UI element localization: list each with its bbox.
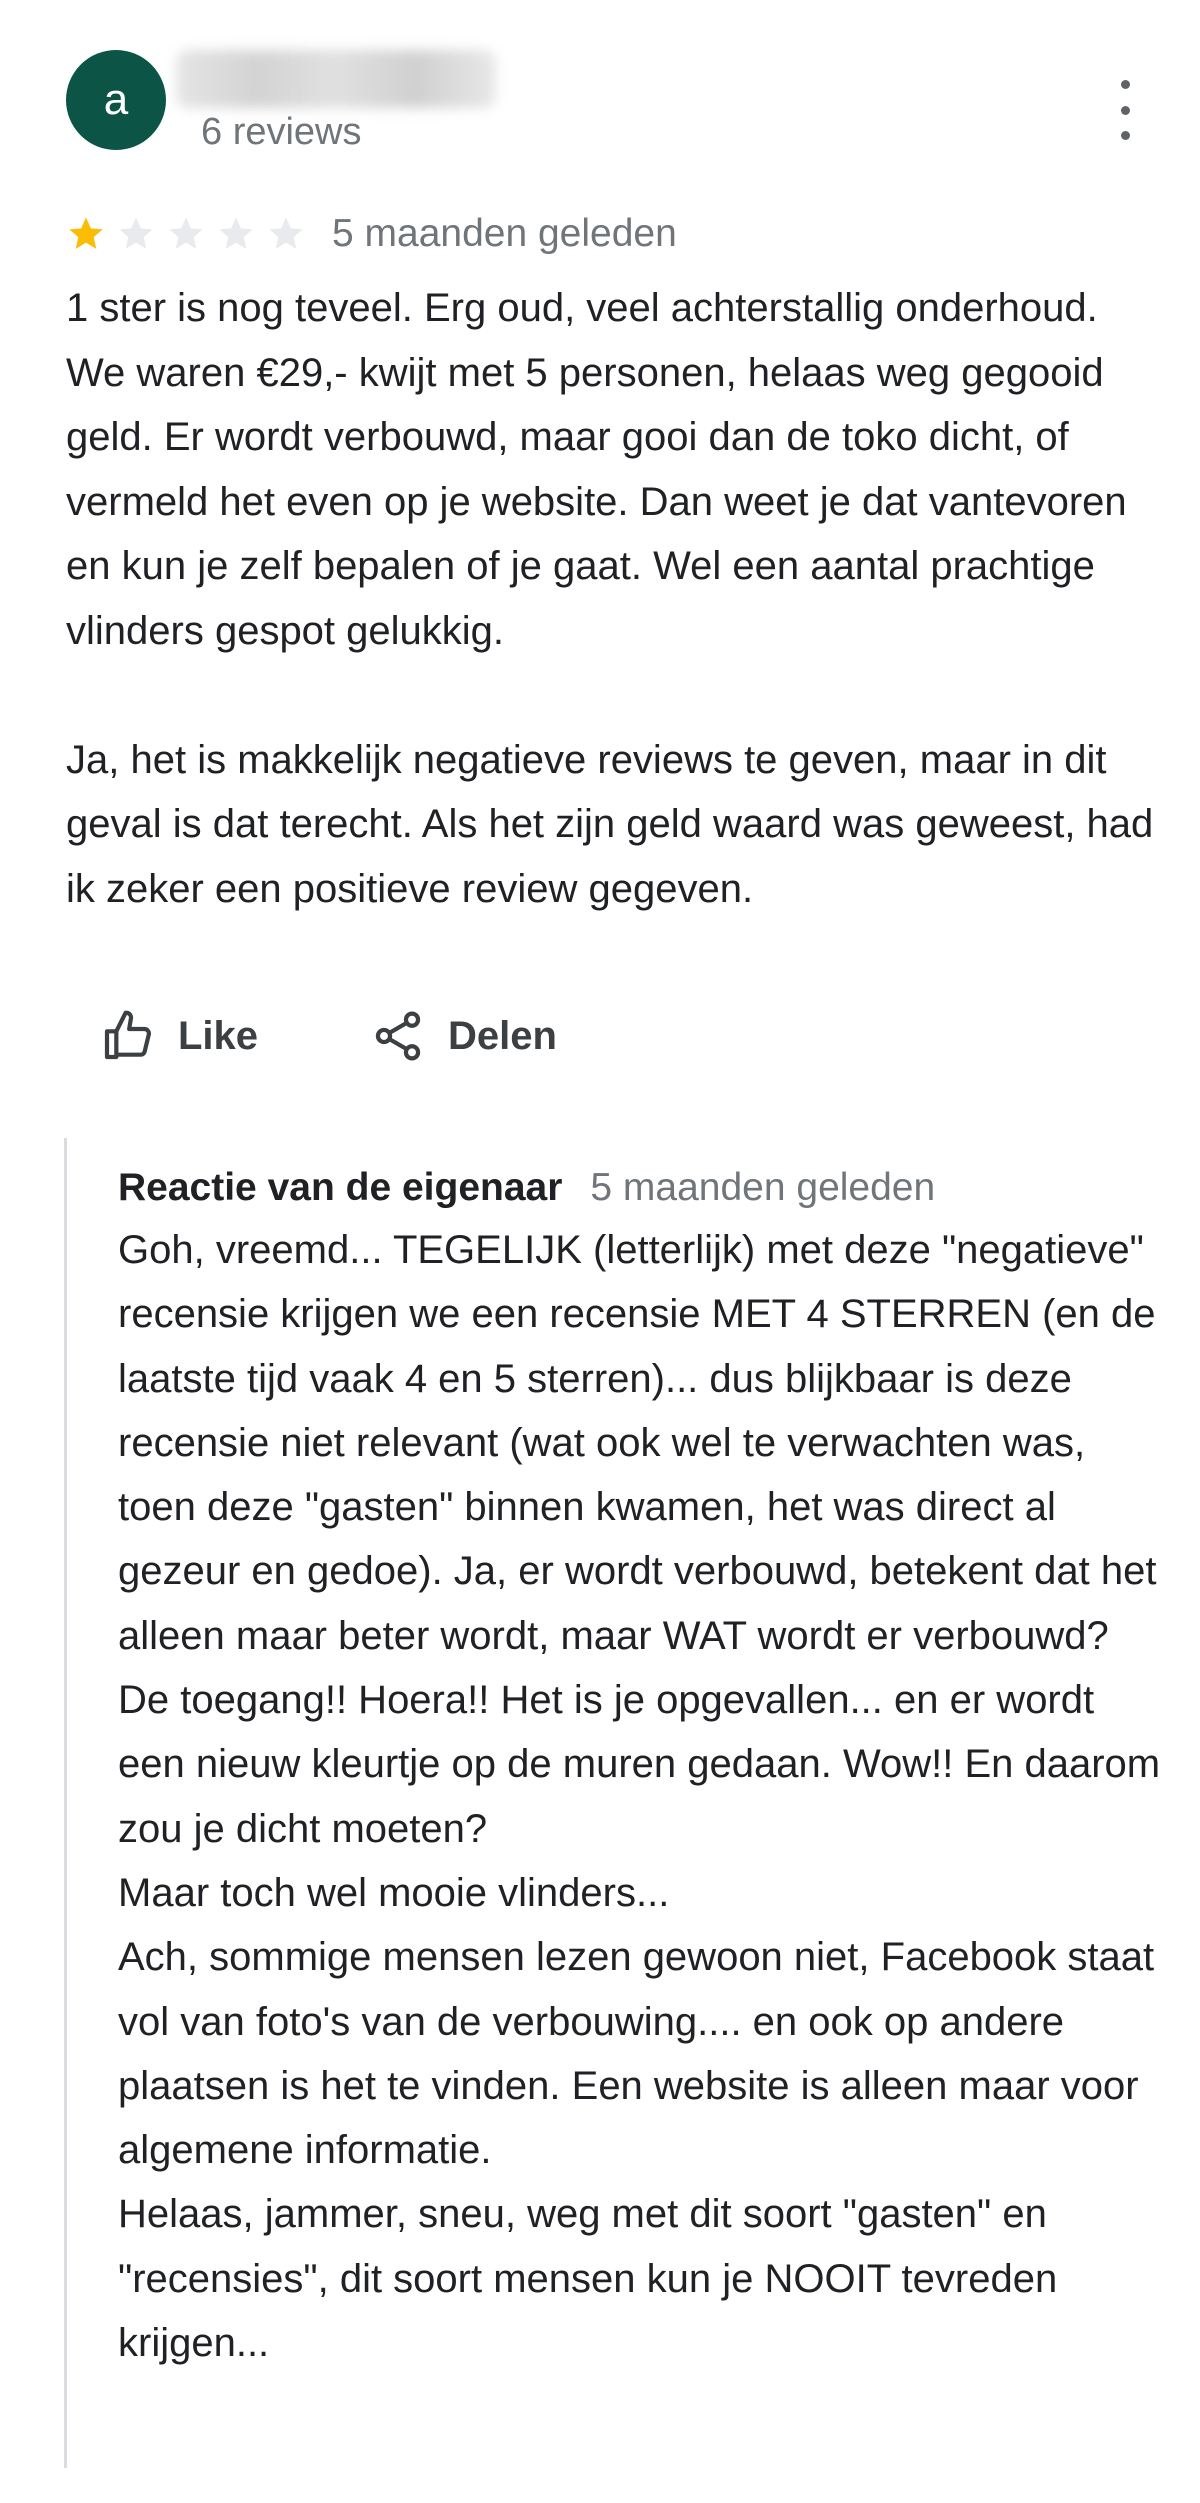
- avatar-letter: a: [103, 75, 129, 124]
- owner-reply-time: 5 maanden geleden: [590, 1166, 936, 1209]
- star-filled-icon: [66, 214, 106, 254]
- star-empty-icon: [266, 214, 306, 254]
- share-icon: [370, 1008, 426, 1064]
- review-text: 1 ster is nog teveel. Erg oud, veel achterstallig onderhoud. We waren €29,- kwijt met 5 personen, helaas weg gegooid geld. Er wordt verbouwd, maar gooi dan de toko dicht, of vermeld het even op je website. Dan weet je dat vantevoren en kun je zelf bepalen of je gaat. Wel een aantal prachtige vlinders gespot gelukkig. Ja, het is makkelijk negatieve reviews te geven, maar in dit geval is dat terecht. Als het zijn geld waard was geweest, had ik zeker een positieve review gegeven.: [66, 286, 1154, 911]
- star-empty-icon: [166, 214, 206, 254]
- rating-row: [66, 210, 677, 258]
- share-button[interactable]: [370, 1008, 557, 1064]
- owner-reply-author: Reactie van de eigenaar: [118, 1166, 563, 1209]
- reviewer-name-blurred[interactable]: [176, 50, 496, 108]
- star-rating: [66, 214, 316, 254]
- like-label: Like: [178, 1013, 259, 1058]
- owner-reply-divider: [64, 1138, 67, 2468]
- review-time: 5 maanden geleden: [332, 212, 677, 255]
- thumbs-up-icon: [100, 1008, 156, 1064]
- like-button[interactable]: [100, 1008, 258, 1064]
- owner-reply-text: Goh, vreemd... TEGELIJK (letterlijk) met deze "negatieve" recensie krijgen we een recensie MET 4 STERREN (en de laatste tijd vaak 4 en 5 sterren)... dus blijkbaar is deze recensie niet relevant (wat ook wel te verwachten was, toen deze "gasten" binnen kwamen, het was direct al gezeur en gedoe). Ja, er wordt verbouwd, betekent dat het alleen maar beter wordt, maar WAT wordt er verbouwd? De toegang!! Hoera!! Het is je opgevallen... en er wordt een nieuw kleurtje op de muren gedaan. Wow!! En daarom zou je dicht moeten? Maar toch wel mooie vlinders... Ach, sommige mensen lezen gewoon niet, Facebook staat vol van foto's van de verbouwing.... en ook op andere plaatsen is het te vinden. Een website is alleen maar voor algemene informatie. Helaas, jammer, sneu, weg met dit soort "gasten" en "recensies", dit soort mensen kun je NOOIT tevreden krijgen...: [118, 1228, 1161, 2366]
- review-actions: [100, 1008, 557, 1064]
- share-label: Delen: [448, 1013, 557, 1058]
- star-empty-icon: [216, 214, 256, 254]
- avatar[interactable]: [66, 50, 166, 150]
- reviewer-review-count[interactable]: 6 reviews: [201, 111, 362, 153]
- more-options-icon[interactable]: [1110, 80, 1140, 140]
- star-empty-icon: [116, 214, 156, 254]
- owner-reply-header: [118, 1166, 935, 1218]
